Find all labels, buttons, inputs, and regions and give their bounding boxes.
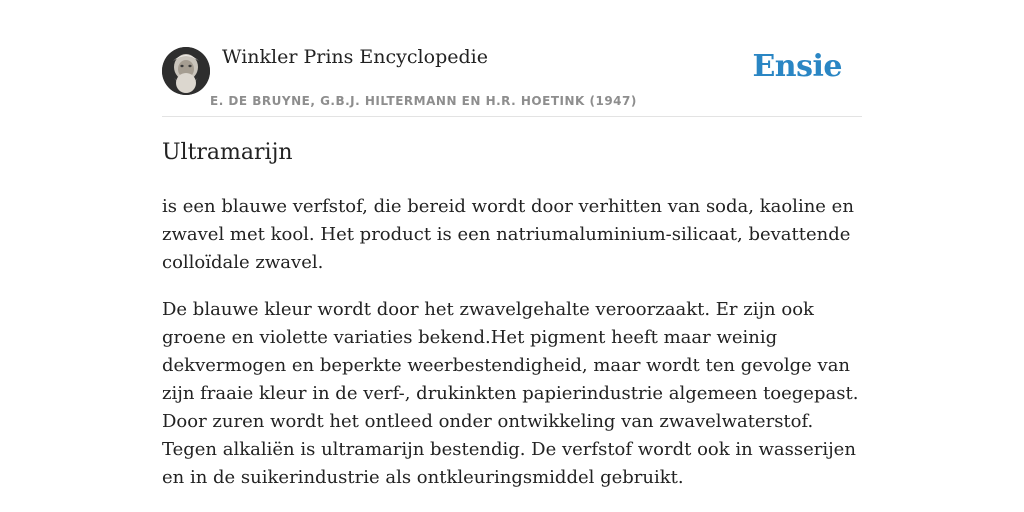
article-paragraph: De blauwe kleur wordt door het zwavelgehalte veroorzaakt. Er zijn ook groene en violette variaties bekend.Het pigment heeft maar weinig dekvermogen en beperkte weerbestendigheid, maar wordt ten gevolge van zijn fraaie kleur in de verf-, drukinkten papierindustrie algemeen toegepast. Door zuren wordt het ontleed onder ontwikkeling van zwavelwaterstof. Tegen alkaliën is ultramarijn bestendig. De verfstof wordt ook in wasserijen en in de suikerindustrie als ontkleuringsmiddel gebruikt. bbox=[162, 299, 859, 488]
site-title[interactable]: Winkler Prins Encyclopedie bbox=[222, 46, 488, 68]
article-body bbox=[162, 193, 864, 511]
article-paragraph: is een blauwe verfstof, die bereid wordt door verhitten van soda, kaoline en zwavel met kool. Het product is een natriumaluminium-silicaat, bevattende colloïdale zwavel. bbox=[162, 196, 854, 273]
portrait-photo-icon bbox=[162, 47, 210, 95]
brand-logo[interactable]: Ensie bbox=[752, 49, 842, 84]
page-container bbox=[162, 0, 862, 488]
site-header bbox=[162, 0, 862, 117]
authors-line: E. DE BRUYNE, G.B.J. HILTERMANN EN H.R. HOETINK (1947) bbox=[210, 94, 637, 108]
author-avatar[interactable] bbox=[162, 47, 210, 95]
article-title: Ultramarijn bbox=[162, 140, 293, 165]
